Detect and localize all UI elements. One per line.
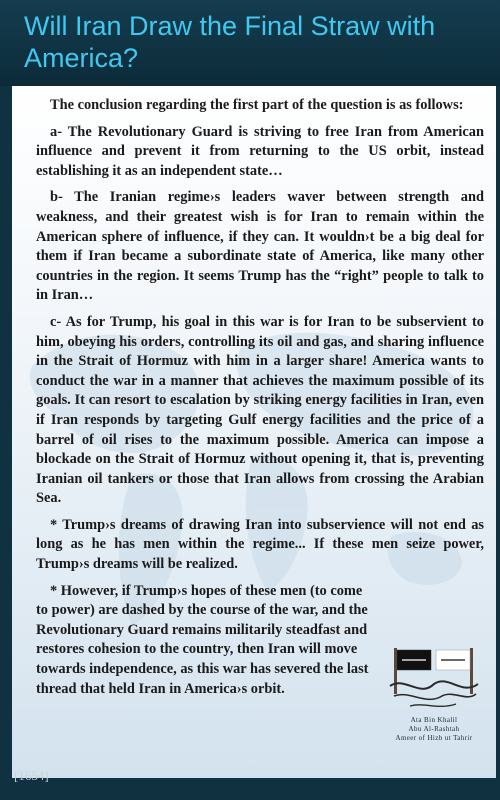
- author-emblem: [380, 646, 488, 716]
- issue-number: [1654]: [14, 768, 49, 783]
- author-title: Ameer of Hizb ut Tahrir: [395, 734, 473, 742]
- article-point-c: c- As for Trump, his goal in this war is for Iran to be subservient to him, obeying his orders, controlling its oil and gas, and sharing influence in the Strait of Hormuz with him in a larger share! America wants to conduct the war in a manner that achieves the maximum possible of its goals. It can resort to escalation by striking energy facilities in Iran, even if Iran responds by targeting Gulf energy facilities and the price of a barrel of oil rises to the maximum possible. America can impose a blockade on the Strait of Hormuz without opening it, that is, preventing Iranian oil tankers or those that Iran allows from crossing the Arabian Sea.: [36, 313, 484, 507]
- article-point-a: a- The Revolutionary Guard is striving to free Iran from American influence and prevent it from returning to the US orbit, instead establishing it as an independent state…: [36, 123, 484, 179]
- article-point-b: b- The Iranian regime›s leaders waver between strength and weakness, and their greatest wish is for Iran to remain within the American sphere of influence, if they can. It wouldn›t be a big deal for them if Iran became a subordinate state of America, like many other countries in the region. It seems Trump has the “right” people to talk to in Iran…: [36, 189, 484, 304]
- article-panel: [12, 86, 496, 778]
- article-intro: The conclusion regarding the first part of the question is as follows:: [50, 97, 464, 113]
- article-note-1: * Trump›s dreams of drawing Iran into subservience will not end as long as he has men within the regime... If these men seize power, Trump›s dreams will be realized.: [36, 516, 484, 573]
- header-banner: [0, 0, 500, 86]
- page-title: Will Iran Draw the Final Straw with America?: [24, 11, 436, 73]
- author-badge: [380, 646, 488, 766]
- author-surname: Abu Al-Rashtah: [408, 725, 460, 733]
- author-name: Ata Bin Khalil: [410, 716, 458, 724]
- article-body: [36, 96, 484, 706]
- article-note-2: * However, if Trump›s hopes of these men (to come to power) are dashed by the course of the war, and the Revolutionary Guard remains militarily steadfast and restores cohesion to the country, then Iran will move towards independence, as this war has severed the last thread that held Iran in America›s orbit.: [36, 582, 369, 697]
- author-credit: [380, 716, 488, 743]
